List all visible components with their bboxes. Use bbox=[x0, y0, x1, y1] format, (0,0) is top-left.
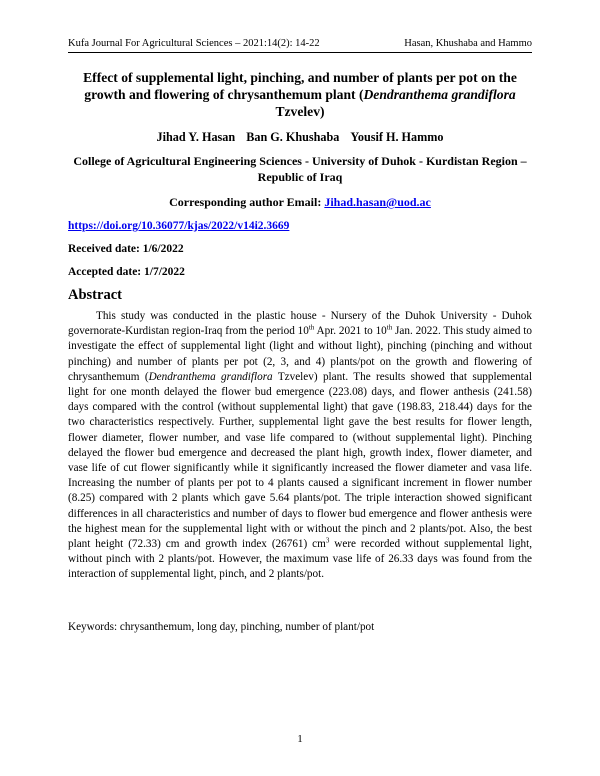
corresponding-label: Corresponding author Email: bbox=[169, 195, 325, 209]
abstract-text: This study was conducted in the plastic house - Nursery of the Duhok University - Duhok governorate-Kurdistan region-Iraq from the period 10th Apr. 2021 to 10th Jan. 2022. This study aimed to investigate the effect of supplemental light (light and without light), pinching (pinching and without pinching) and number of plants per pot (2, 3, and 4) plants/pot on the growth and flowering of chrysanthemum (Dendranthema grandiflora Tzvelev) plant. The results showed that supplemental light for one month delayed the flower bud emergence (223.08) days, and flower anthesis (241.58) days compared with the control (without supplemental light) that gave (198.83, 218.44) days for the two characteristics respectively. Further, supplemental light gave the best results for flower length, flower diameter, flower number, and vase life compared to (without supplemental light). Pinching delayed the flower bud emergence and decreased the plant high, growth index, flower diameter, and vase life of cut flower significantly while it significantly increased the flower diameter and vasa life. Increasing the number of plants per pot to 4 plants caused a significant increment in flower number (8.25) compared with 2 plants which gave 5.64 plants/pot. The triple interaction showed significant differences in all characteristics and number of days to flower bud emergence and flower anthesis were the highest mean for the supplemental light with or without the pinch and 2 plants/pot. Also, the best plant height (72.33) cm and growth index (26761) $cm^3$ were recorded without supplemental light, without pinch with 2 plants/pot. However, the maximum vase life of 26.33 days was found from the interaction of supplemental light, pinch, and 2 plants/pot. bbox=[68, 310, 532, 581]
journal-citation: Kufa Journal For Agricultural Sciences – 2021:14(2): 14-22 bbox=[68, 38, 320, 49]
keywords: Keywords: chrysanthemum, long day, pinching, number of plant/pot bbox=[68, 621, 375, 633]
author-name: Yousif H. Hammo bbox=[350, 130, 444, 144]
scientific-name: Dendranthema grandiflora bbox=[148, 370, 273, 383]
paper-title: Effect of supplemental light, pinching, and number of plants per pot on the growth and flowering of chrysanthemum plant (Dendranthema grandiflora Tzvelev) bbox=[83, 70, 517, 119]
author-name: Ban G. Khushaba bbox=[246, 130, 340, 144]
received-date: Received date: 1/6/2022 bbox=[68, 243, 184, 255]
accepted-date: Accepted date: 1/7/2022 bbox=[68, 266, 185, 278]
author-name: Jihad Y. Hasan bbox=[156, 130, 236, 144]
running-authors: Hasan, Khushaba and Hammo bbox=[404, 38, 532, 49]
author-list bbox=[68, 130, 532, 145]
affiliation: College of Agricultural Engineering Sciences - University of Duhok - Kurdistan Region – Republic of Iraq bbox=[73, 154, 527, 184]
doi-link[interactable]: https://doi.org/10.36077/kjas/2022/v14i2.3669 bbox=[68, 220, 290, 232]
corresponding-author bbox=[68, 195, 532, 210]
running-header bbox=[68, 38, 532, 53]
doi bbox=[68, 220, 289, 232]
abstract-heading: Abstract bbox=[68, 287, 122, 303]
page-number: 1 bbox=[297, 733, 303, 745]
email-link[interactable]: Jihad.hasan@uod.ac bbox=[324, 195, 431, 209]
scientific-name: Dendranthema grandiflora bbox=[363, 87, 516, 102]
